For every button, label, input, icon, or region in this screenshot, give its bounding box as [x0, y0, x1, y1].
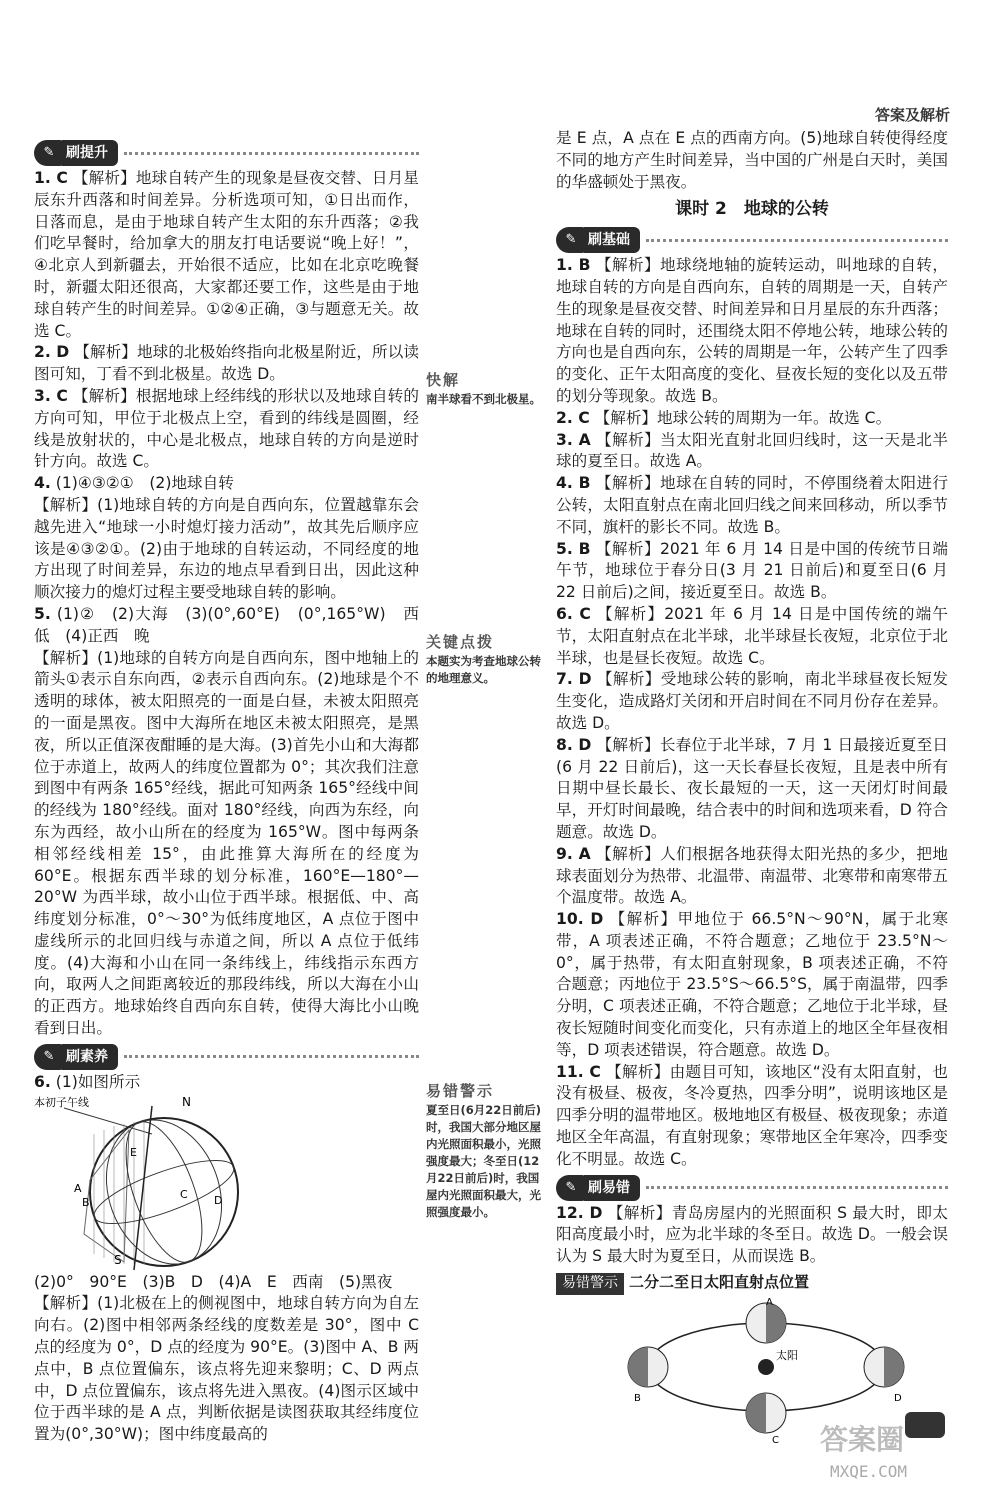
guanjian-text: 本题实为考查地球公转的地理意义。 — [426, 654, 541, 685]
answer-number: 1. B — [556, 256, 591, 275]
answer-item — [34, 473, 419, 495]
dotted-divider — [124, 152, 419, 155]
answer-item — [556, 539, 948, 604]
answer-text: (2)0° 90°E (3)B D (4)A E 西南 (5)黑夜 — [34, 1272, 393, 1291]
answer-item — [34, 1293, 419, 1446]
point-c-label: C — [180, 1187, 188, 1201]
answer-text: 【解析】当太阳光直射北回归线时，这一天是北半球的夏至日。故选 A。 — [556, 430, 948, 471]
page-header-title: 答案及解析 — [874, 106, 950, 124]
warning-bar — [556, 1272, 948, 1295]
answer-text: 【解析】2021 年 6 月 14 日是中国的传统节日端午节，地球位于春分日(3 月 21 日前后)和夏至日(6 月 22 日前后)之间，接近夏至日。故选 B。 — [556, 539, 949, 602]
pencil-icon: ✎ — [34, 140, 64, 166]
section-header-yicuo — [556, 1175, 948, 1201]
answer-text: 【解析】地球自转产生的现象是昼夜交替、日月星辰东升西落和时间差异。分析选项可知，①日出而作，日落而息，是由于地球自转产生太阳的东升西落；②我们吃早餐时，给加拿大的朋友打电话要说“晚上好！”，④北京人到新疆去，开始很不适应，比如在北京吃晚餐时，新疆太阳还很高，大家都还要工作，这些是由于地球自转产生的时间差异。①②④正确，③与题意无关。故选 C。 — [34, 169, 419, 340]
answer-number: 6. — [34, 1072, 51, 1091]
answer-text: 【解析】地球公转的周期为一年。故选 C。 — [594, 408, 892, 427]
answer-number: 12. D — [556, 1203, 603, 1222]
section-header-jichu — [556, 227, 948, 253]
north-label: N — [182, 1094, 191, 1109]
figure-label: 本初子午线 — [34, 1095, 89, 1109]
answer-number: 3. A — [556, 430, 591, 449]
answer-text: 【解析】青岛房屋内的光照面积 S 最大时，即太阳高度最小时，应为北半球的冬至日。故选 D。一般会误认为 S 最大时为夏至日，从而误选 B。 — [556, 1203, 948, 1266]
answer-number: 5. — [34, 604, 51, 623]
answer-text: 【解析】受地球公转的影响，南北半球昼夜长短发生变化，造成路灯关闭和开启时间在不同月份存在差异。故选 D。 — [556, 670, 948, 732]
answer-item — [34, 495, 419, 604]
point-e-label: E — [130, 1145, 137, 1159]
answer-item — [556, 1203, 948, 1268]
section-label: 刷提升 — [62, 140, 118, 166]
answer-text: 【解析】长春位于北半球，7 月 1 日最接近夏至日(6 月 22 日前后)，这一天长春昼长夜短，且是表中所有日期中昼长最长、夜长最短的一天，这一天闭灯时间最早，开灯时间最晚，结合表中的时间和选项来看，D 符合题意。故选 D。 — [556, 735, 948, 841]
globe-figure — [34, 1094, 419, 1272]
answer-text: 是 E 点，A 点在 E 点的西南方向。(5)地球自转使得经度不同的地方产生时间差异，当中国的广州是白天时，美国的华盛顿处于黑夜。 — [556, 129, 948, 191]
point-a-label: A — [74, 1181, 82, 1195]
answer-number: 11. C — [556, 1062, 601, 1081]
answer-item — [34, 648, 419, 1040]
guanjian-title: 关键点拨 — [426, 633, 495, 651]
section-label: 刷基础 — [584, 227, 640, 253]
yicuo-text: 夏至日(6月22日前后)时，我国大部分地区屋内光照面积最小，光照强度最大；冬至日(12月22日前后)时，我国屋内光照面积最大，光照强度最小。 — [426, 1103, 542, 1219]
answer-item — [556, 844, 948, 909]
answer-item — [556, 909, 948, 1062]
answer-text: 【解析】地球绕地轴的旋转运动，叫地球的自转，地球自转的方向是自西向东，自转的周期是一天，自转产生的现象是昼夜交替、时间差异和日月星辰的东升西落；地球在自转的同时，还围绕太阳不停地公转，地球公转的方向也是自西向东，公转的周期是一年，公转产生了四季的变化、正午太阳高度的变化、昼夜长短的变化以及五带的划分等现象。故选 B。 — [556, 256, 948, 405]
answer-item — [34, 342, 419, 386]
answer-text: 【解析】由题目可知，该地区“没有太阳直射，也没有极昼、极夜，冬冷夏热，四季分明”，说明该地区是四季分明的温带地区。极地地区有极昼、极夜现象；赤道地区全年高温，有直射现象；寒带地区全年寒冷，四季变化不明显。故选 C。 — [556, 1062, 948, 1168]
point-b-label: B — [82, 1195, 90, 1209]
yicuo-title: 易错警示 — [426, 1082, 495, 1100]
answer-item — [556, 408, 948, 430]
answer-number: 10. D — [556, 910, 604, 929]
section-label: 刷易错 — [584, 1175, 640, 1201]
left-column — [34, 136, 435, 1446]
pencil-icon: ✎ — [556, 227, 586, 253]
answer-text: 【解析】地球在自转的同时，不停围绕着太阳进行公转，太阳直射点在南北回归线之间来回移动，所以季节不同，旗杆的影长不同。故选 B。 — [556, 474, 948, 536]
answer-number: 9. A — [556, 844, 591, 863]
answer-number: 1. C — [34, 169, 68, 187]
point-d-label: D — [894, 1392, 902, 1404]
answer-item — [34, 604, 435, 648]
globe-diagram — [34, 1094, 294, 1272]
pencil-icon: ✎ — [34, 1044, 64, 1070]
kuaijie-text: 南半球看不到北极星。 — [426, 392, 541, 406]
answer-number: 4. B — [556, 474, 591, 493]
dotted-divider — [124, 1055, 419, 1058]
answer-text: 【解析】根据地球上经纬线的形状以及地球自转的方向可知，甲位于北极点上空，看到的纬线是圆圈，经线是放射状的，中心是北极点，地球自转的方向是逆时针方向。故选 C。 — [34, 386, 419, 471]
answer-number: 7. D — [556, 670, 592, 689]
answer-text: 【解析】2021 年 6 月 14 日是中国传统的端午节，太阳直射点在北半球，北半球昼长夜短，北京位于北半球，也是昼长夜短。故选 C。 — [556, 604, 949, 667]
lesson-title: 课时 2 地球的公转 — [675, 199, 829, 220]
answer-item — [556, 735, 948, 844]
point-c-label: C — [772, 1434, 779, 1445]
answer-text: (1)如图所示 — [55, 1072, 141, 1091]
sun-label: 太阳 — [776, 1348, 798, 1362]
watermark-url: MXQE.COM — [830, 1462, 908, 1481]
answer-number: 3. C — [34, 386, 68, 405]
point-b-label: B — [634, 1392, 641, 1404]
point-d-label: D — [214, 1193, 223, 1207]
answer-number: 5. B — [556, 539, 591, 558]
answer-item — [34, 1272, 419, 1294]
answer-number: 4. — [34, 474, 51, 493]
warning-title: 二分二至日太阳直射点位置 — [628, 1273, 809, 1292]
answer-text: 【解析】地球的北极始终指向北极星附近，所以读图可知，丁看不到北极星。故选 D。 — [34, 343, 419, 384]
answer-item — [556, 669, 948, 734]
answer-text: 【解析】(1)地球的自转方向是自西向东，图中地轴上的箭头①表示自东向西，②表示自西向东。(2)地球是个不透明的球体，被太阳照亮的一面是白昼，未被太阳照亮的一面是黑夜。图中大海所在地区未被太阳照亮，是黑夜，所以正值深夜酣睡的是大海。(3)首先小山和大海都位于赤道上，故两人的纬度位置都为 0°；其次我们注意到图中有两条 165°经线，据此可知两条 165°经线中间的经线为 180°经线。面对 180°经线，向西为东经，向东为西经，故小山所在的经度为 165°W。图中每两条相邻经线相差 15°，由此推算大海所在的经度为 60°E。根据东西半球的划分标准，160°E—180°—20°W 为西半球，故小山位于西半球。根据低、中、高纬度划分标准，0°～30°为低纬度地区，A 点位于图中虚线所示的北回归线与赤道之间，所以 A 点位于低纬度。(4)大海和小山在同一条纬线上，纬线指示东西方向，取两人之间距离较近的那段纬线，所以大海在小山的正西方。地球始终自西向东自转，使得大海比小山晚看到日出。 — [34, 648, 419, 1038]
right-column — [556, 128, 948, 1452]
margin-notes — [426, 366, 548, 1231]
section-label: 刷素养 — [62, 1044, 118, 1070]
point-a-label: A — [766, 1296, 773, 1308]
answer-text: 【解析】人们根据各地获得太阳光热的多少，把地球表面划分为热带、北温带、南温带、北寒带和南寒带五个温度带。故选 A。 — [556, 844, 948, 907]
answer-item — [556, 1062, 948, 1171]
watermark-logo: 答案圈 — [820, 1423, 905, 1456]
south-label: S — [114, 1252, 122, 1267]
answer-item — [556, 604, 948, 669]
answer-item — [556, 430, 948, 474]
pencil-icon: ✎ — [556, 1175, 586, 1201]
answer-item — [556, 255, 948, 408]
answer-text: 【解析】(1)地球自转的方向是自西向东，位置越靠东会越先进入“地球一小时熄灯接力活动”，故其先后顺序应该是④③②①。(2)由于地球的自转运动，不同经度的地方出现了时间差异，东边的地点早看到日出，因此这种顺次接力的熄灯过程主要受地球自转的影响。 — [34, 495, 419, 602]
answer-number: 8. D — [556, 735, 592, 754]
answer-text: (1)② (2)大海 (3)(0°,60°E) (0°,165°W) 西 低 (4)正西 晚 — [34, 604, 435, 645]
section-header-suyang — [34, 1044, 419, 1070]
answer-number: 6. C — [556, 604, 591, 623]
answer-text: 【解析】甲地位于 66.5°N～90°N，属于北寒带，A 项表述正确，不符合题意；乙地位于 23.5°N～0°，属于热带，有太阳直射现象，B 项表述正确，不符合题意；丙地位于 23.5°S～66.5°S，属于南温带，四季分明，C 项表述正确，不符合题意；乙地位于北半球，昼夜长短随时间变化而变化，只有赤道上的地区全年昼夜相等，D 项表述错误，符合题意。故选 D。 — [556, 910, 948, 1059]
page-number-badge — [905, 1412, 945, 1438]
dotted-divider — [646, 239, 948, 242]
warning-tag: 易错警示 — [556, 1273, 624, 1295]
answer-item — [34, 386, 419, 473]
answer-text: 【解析】(1)北极在上的侧视图中，地球自转方向为自左向右。(2)图中相邻两条经线的度数差是 30°，图中 C 点的经度为 0°，D 点的经度为 90°E。(3)图中 A、B 两点中，B 点位置偏东，该点将先迎来黎明；C、D 两点中，D 点位置偏东，该点将先进入黑夜。(4)图示区域中位于西半球的是 A 点，判断依据是读图获取其经纬度位置为(0°,30°W)；图中纬度最高的 — [34, 1294, 419, 1444]
answer-number: 2. C — [556, 408, 590, 427]
kuaijie-title: 快解 — [426, 371, 461, 389]
answer-number: 2. D — [34, 343, 70, 362]
answer-item — [556, 473, 948, 538]
section-header-tisheng — [34, 140, 419, 166]
answer-item — [34, 168, 419, 342]
dotted-divider — [646, 1186, 948, 1189]
answer-item — [556, 128, 948, 193]
answer-item — [34, 1072, 419, 1094]
answer-text: (1)④③②① (2)地球自转 — [55, 474, 234, 493]
